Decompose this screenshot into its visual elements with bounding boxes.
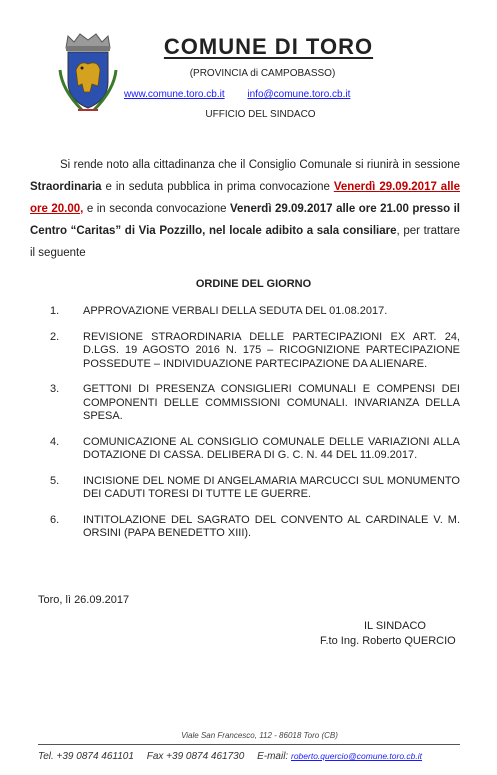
- list-item: 4. COMUNICAZIONE AL CONSIGLIO COMUNALE DELLE VARIAZIONI ALLA DOTAZIONE DI CASSA. DELIBERA DI G. C. N. 44 DEL 11.09.2017.: [50, 435, 460, 461]
- agenda-list: [50, 305, 460, 553]
- signature-name: F.to Ing. Roberto QUERCIO: [320, 635, 456, 647]
- signature-title: IL SINDACO: [364, 620, 426, 632]
- list-item: 6. INTITOLAZIONE DEL SAGRATO DEL CONVENTO AL CARDINALE V. M. ORSINI (PAPA BENEDETTO XIII).: [50, 513, 460, 539]
- agenda-heading: ORDINE DEL GIORNO: [195, 278, 312, 290]
- list-item: 3. GETTONI DI PRESENZA CONSIGLIERI COMUNALI E COMPENSI DEI COMPONENTI DELLE COMMISSIONI COMUNALI. INVARIANZA DELLA SPESA.: [50, 383, 460, 422]
- document-date: Toro, lì 26.09.2017: [38, 594, 130, 606]
- footer-address: Viale San Francesco, 112 - 86018 Toro (CB): [181, 731, 338, 740]
- footer-fax: Fax +39 0874 461730: [146, 751, 245, 762]
- list-item: 5. INCISIONE DEL NOME DI ANGELAMARIA MARCUCCI SUL MONUMENTO DEI CADUTI TORESI DI TUTTE LE GUERRE.: [50, 474, 460, 500]
- contact-links: [124, 89, 350, 100]
- footer-email-link[interactable]: roberto.quercio@comune.toro.cb.it: [291, 751, 422, 761]
- intro-paragraph: Si rende noto alla cittadinanza che il Consiglio Comunale si riunirà in sessione Straordinaria e in seduta pubblica in prima convocazione Venerdì 29.09.2017 alle ore 20.00, e in seconda convocazione Venerdì 29.09.2017 alle ore 21.00 presso il Centro “Caritas” di Via Pozzillo, nel locale adibito a sala consiliare, per trattare il seguente: [30, 159, 461, 259]
- page-title: COMUNE DI TORO: [163, 34, 374, 59]
- list-item: 1. APPROVAZIONE VERBALI DELLA SEDUTA DEL 01.08.2017.: [50, 305, 388, 317]
- footer-divider: [38, 744, 460, 745]
- website-link[interactable]: www.comune.toro.cb.it: [124, 89, 225, 100]
- footer-email-label: E-mail:: [257, 751, 289, 762]
- footer-contacts: [38, 751, 463, 762]
- office-label: UFFICIO DEL SINDACO: [205, 109, 316, 120]
- list-item: 2. REVISIONE STRAORDINARIA DELLE PARTECIPAZIONI EX ART. 24, D.LGS. 19 AGOSTO 2016 N. 175 – RICOGNIZIONE PARTECIPAZIONE POSSEDUTE – INDIVIDUAZIONE PARTECIPAZIONE DA ALIENARE.: [50, 330, 460, 370]
- province-label: (PROVINCIA di CAMPOBASSO): [189, 68, 336, 79]
- footer-tel: Tel. +39 0874 461101: [38, 751, 134, 762]
- email-link[interactable]: info@comune.toro.cb.it: [247, 89, 351, 100]
